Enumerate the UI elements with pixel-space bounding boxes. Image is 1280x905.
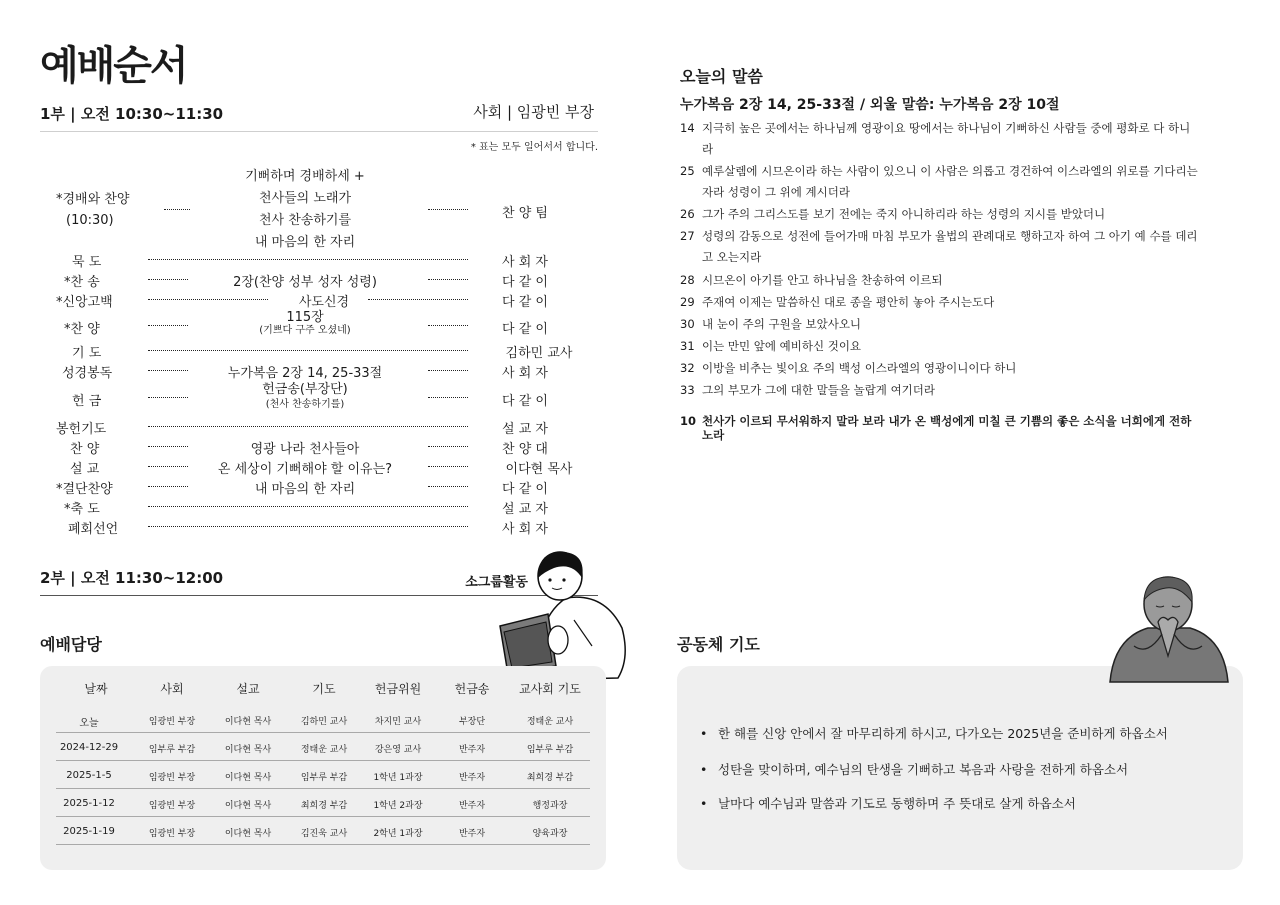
- order-content: [192, 311, 418, 337]
- order-label: 설 교: [70, 462, 100, 477]
- dot-leader: [428, 458, 468, 467]
- order-label: *결단찬양: [56, 482, 113, 497]
- table-cell: 김하민 교사: [300, 717, 348, 727]
- table-cell: 임부루 부감: [148, 745, 196, 755]
- order-label: *신앙고백: [56, 295, 113, 310]
- prayer-text: 날마다 예수님과 말씀과 기도로 동행하며 주 뜻대로 살게 하옵소서: [718, 796, 1076, 811]
- table-cell: 1학년 2과장: [373, 801, 423, 811]
- col-header: 날짜: [84, 682, 108, 696]
- part1-header: [40, 103, 598, 132]
- standing-note: * 표는 모두 일어서서 합니다.: [470, 142, 598, 153]
- order-person: 찬 양 대: [502, 442, 548, 457]
- col-header: 교사회 기도: [519, 682, 581, 696]
- dot-leader: [148, 362, 188, 371]
- verse: [680, 270, 1200, 291]
- table-cell: 임광빈 부장: [148, 829, 196, 839]
- table-cell: 행정과장: [532, 801, 568, 811]
- verse-text: 이는 만민 앞에 예비하신 것이요: [702, 339, 862, 353]
- table-cell: 이다현 목사: [224, 801, 272, 811]
- dot-leader: [164, 201, 190, 210]
- order-label: 찬 양: [70, 442, 100, 457]
- table-cell: 양육과장: [532, 829, 568, 839]
- verse-number: 32: [680, 361, 695, 375]
- order-content: 내 마음의 한 자리: [254, 482, 356, 497]
- table-cell: 반주자: [458, 745, 486, 755]
- prayer-title: 공동체 기도: [677, 635, 760, 654]
- prayer-item: [700, 760, 1220, 778]
- prayer-item: [700, 794, 1220, 812]
- offering-song-title: (천사 찬송하기를): [265, 399, 345, 410]
- table-cell: 2024-12-29: [59, 742, 119, 753]
- order-person: 찬 양 팀: [502, 206, 548, 221]
- table-cell: 이다현 목사: [224, 745, 272, 755]
- order-label: 묵 도: [72, 255, 102, 270]
- table-cell: 오늘: [79, 718, 99, 729]
- table-cell: 정태운 교사: [526, 717, 574, 727]
- part1-label: 1부 | 오전 10:30~11:30: [40, 105, 224, 123]
- order-person: 다 같 이: [502, 482, 548, 497]
- table-cell: 반주자: [458, 829, 486, 839]
- table-cell: 이다현 목사: [224, 829, 272, 839]
- song-line: 천사 찬송하기를: [258, 213, 352, 228]
- reading-boy-illustration: [494, 548, 634, 680]
- offering-song: 헌금송(부장단): [262, 382, 348, 397]
- order-person: 사 회 자: [502, 522, 548, 537]
- table-row: [56, 761, 590, 789]
- table-cell: 임부루 부감: [526, 745, 574, 755]
- dot-leader: [148, 478, 188, 487]
- order-row: [56, 311, 576, 343]
- verse: [680, 380, 1200, 401]
- dot-leader: [368, 291, 468, 300]
- table-cell: 부장단: [458, 717, 486, 727]
- song-line: 천사들의 노래가: [258, 191, 352, 206]
- order-content: [192, 166, 418, 254]
- table-cell: 반주자: [458, 773, 486, 783]
- verse: [680, 314, 1200, 335]
- col-header: 기도: [312, 682, 336, 696]
- order-time: (10:30): [66, 213, 114, 228]
- verse: [680, 358, 1200, 379]
- dot-leader: [428, 362, 468, 371]
- prayer-text: 한 해를 신앙 안에서 잘 마무리하게 하시고, 다가오는 2025년을 준비하게 하옵소서: [718, 726, 1168, 741]
- dot-leader: [148, 389, 188, 398]
- verse-text: 내 눈이 주의 구원을 보았사오니: [702, 317, 862, 331]
- dot-leader: [428, 478, 468, 487]
- verse-text: 주재여 이제는 말씀하신 대로 종을 평안히 놓아 주시는도다: [702, 295, 995, 309]
- dot-leader: [148, 251, 468, 260]
- table-cell: 2025-1-12: [63, 798, 115, 809]
- verse: [680, 161, 1200, 203]
- dot-leader: [148, 518, 468, 527]
- order-person: 다 같 이: [502, 275, 548, 290]
- dot-leader: [428, 201, 468, 210]
- table-row: [56, 789, 590, 817]
- order-label: 봉헌기도: [56, 422, 107, 437]
- song-line: 기뻐하며 경배하세 +: [245, 169, 365, 184]
- dot-leader: [148, 291, 268, 300]
- order-label: 성경봉독: [62, 366, 113, 381]
- col-header: 헌금송: [454, 682, 490, 696]
- order-label: 기 도: [72, 346, 102, 361]
- order-label: *찬 송: [64, 275, 100, 290]
- col-header: 사회: [160, 682, 184, 696]
- table-cell: 반주자: [458, 801, 486, 811]
- dot-leader: [428, 317, 468, 326]
- table-row: [56, 705, 590, 733]
- order-person: 사 회 자: [502, 366, 548, 381]
- verse-number: 14: [680, 121, 695, 135]
- table-cell: 2025-1-19: [63, 826, 115, 837]
- verse-number: 33: [680, 383, 695, 397]
- col-header: 헌금위원: [374, 682, 422, 696]
- part1-leader: 사회 | 임광빈 부장: [473, 103, 594, 121]
- table-cell: 강은영 교사: [374, 745, 422, 755]
- praying-person-illustration: [1108, 574, 1230, 684]
- col-header: 설교: [236, 682, 260, 696]
- dot-leader: [148, 418, 468, 427]
- order-content: 2장(찬양 성부 성자 성령): [233, 275, 377, 290]
- dot-leader: [148, 458, 188, 467]
- table-row: [56, 817, 590, 845]
- order-person: 김하민 교사: [505, 346, 573, 361]
- table-cell: 최희경 부감: [526, 773, 574, 783]
- order-person: 다 같 이: [502, 394, 548, 409]
- verse-number: 26: [680, 207, 695, 221]
- table-cell: 1학년 1과장: [373, 773, 423, 783]
- dot-leader: [148, 317, 188, 326]
- verse-number: 31: [680, 339, 695, 353]
- bullet-icon: •: [700, 726, 708, 741]
- order-row: [56, 166, 576, 256]
- table-cell: 차지민 교사: [374, 717, 422, 727]
- order-person: 다 같 이: [502, 295, 548, 310]
- dot-leader: [428, 271, 468, 280]
- table-cell: 임부루 부감: [300, 773, 348, 783]
- order-label: *경배와 찬양: [56, 192, 130, 207]
- dot-leader: [428, 438, 468, 447]
- order-person: 설 교 자: [502, 422, 548, 437]
- duty-title: 예배담당: [40, 635, 102, 654]
- order-person: 다 같 이: [502, 322, 548, 337]
- dot-leader: [428, 389, 468, 398]
- memory-verse: [680, 414, 1200, 442]
- order-label: 헌 금: [72, 394, 102, 409]
- verse-text: 그의 부모가 그에 대한 말들을 놀랍게 여기더라: [702, 383, 936, 397]
- verse: [680, 292, 1200, 313]
- table-cell: 정태운 교사: [300, 745, 348, 755]
- dot-leader: [148, 438, 188, 447]
- order-content: 사도신경: [298, 295, 350, 310]
- prayer-item: [700, 724, 1220, 742]
- table-cell: 임광빈 부장: [148, 773, 196, 783]
- verse-number: 27: [680, 229, 695, 243]
- order-content: 온 세상이 기뻐해야 할 이유는?: [217, 462, 393, 477]
- table-cell: 2학년 1과장: [373, 829, 423, 839]
- order-person: 사 회 자: [502, 255, 548, 270]
- prayer-text: 성탄을 맞이하며, 예수님의 탄생을 기뻐하고 복음과 사랑을 전하게 하옵소서: [718, 762, 1129, 777]
- verse-text: 성령의 감동으로 성전에 들어가매 마침 부모가 율법의 관례대로 행하고자 하여 그 아기 예 수를 데리고 오는지라: [702, 229, 1198, 264]
- verse-number: 29: [680, 295, 695, 309]
- verse-text: 시므온이 아기를 안고 하나님을 찬송하여 이르되: [702, 273, 943, 287]
- verse-text: 이방을 비추는 빛이요 주의 백성 이스라엘의 영광이니이다 하니: [702, 361, 1017, 375]
- verse-number: 25: [680, 164, 695, 178]
- word-reference: 누가복음 2장 14, 25-33절 / 외울 말씀: 누가복음 2장 10절: [680, 97, 1060, 113]
- hymn-number: 115장: [286, 310, 324, 325]
- page-title: 예배순서: [40, 43, 187, 89]
- order-person: 이다현 목사: [505, 462, 573, 477]
- order-row: [56, 382, 576, 416]
- table-cell: 2025-1-5: [66, 770, 112, 781]
- verse-number: 10: [680, 414, 697, 428]
- song-line: 내 마음의 한 자리: [254, 235, 356, 250]
- order-content: 누가복음 2장 14, 25-33절: [227, 366, 383, 381]
- table-row: [56, 733, 590, 761]
- order-content: 영광 나라 천사들아: [250, 442, 360, 457]
- bullet-icon: •: [700, 762, 708, 777]
- part2-label: 2부 | 오전 11:30~12:00: [40, 569, 224, 587]
- order-label: *찬 양: [64, 322, 100, 337]
- order-label: *축 도: [64, 502, 100, 517]
- part2-activity: 소그룹활동: [465, 575, 528, 590]
- hymn-title: (기쁘다 구주 오셨네): [259, 325, 351, 336]
- table-cell: 임광빈 부장: [148, 801, 196, 811]
- verse: [680, 336, 1200, 357]
- dot-leader: [148, 271, 188, 280]
- verse-text: 그가 주의 그리스도를 보기 전에는 죽지 아니하리라 하는 성령의 지시를 받았더니: [702, 207, 1106, 221]
- verse: [680, 204, 1200, 225]
- table-cell: 최희경 부감: [300, 801, 348, 811]
- table-cell: 임광빈 부장: [148, 717, 196, 727]
- order-person: 설 교 자: [502, 502, 548, 517]
- order-label: 폐회선언: [68, 522, 119, 537]
- word-title: 오늘의 말씀: [680, 67, 763, 86]
- verse: [680, 118, 1200, 160]
- dot-leader: [148, 498, 468, 507]
- verse-number: 30: [680, 317, 695, 331]
- dot-leader: [148, 342, 468, 351]
- order-content: [192, 382, 418, 412]
- table-cell: 이다현 목사: [224, 773, 272, 783]
- verse-number: 28: [680, 273, 695, 287]
- verse: [680, 226, 1200, 268]
- verse-text: 지극히 높은 곳에서는 하나님께 영광이요 땅에서는 하나님이 기뻐하신 사람들 중에 평화로 다 하니라: [702, 121, 1191, 156]
- table-cell: 이다현 목사: [224, 717, 272, 727]
- table-cell: 김진욱 교사: [300, 829, 348, 839]
- verse-text: 천사가 이르되 무서워하지 말라 보라 내가 온 백성에게 미칠 큰 기쁨의 좋은 소식을 너희에게 전하노라: [702, 414, 1192, 442]
- bullet-icon: •: [700, 796, 708, 811]
- verse-text: 예루살렘에 시므온이라 하는 사람이 있으니 이 사람은 의롭고 경건하여 이스라엘의 위로를 기다리는 자라 성령이 그 위에 계시더라: [702, 164, 1198, 199]
